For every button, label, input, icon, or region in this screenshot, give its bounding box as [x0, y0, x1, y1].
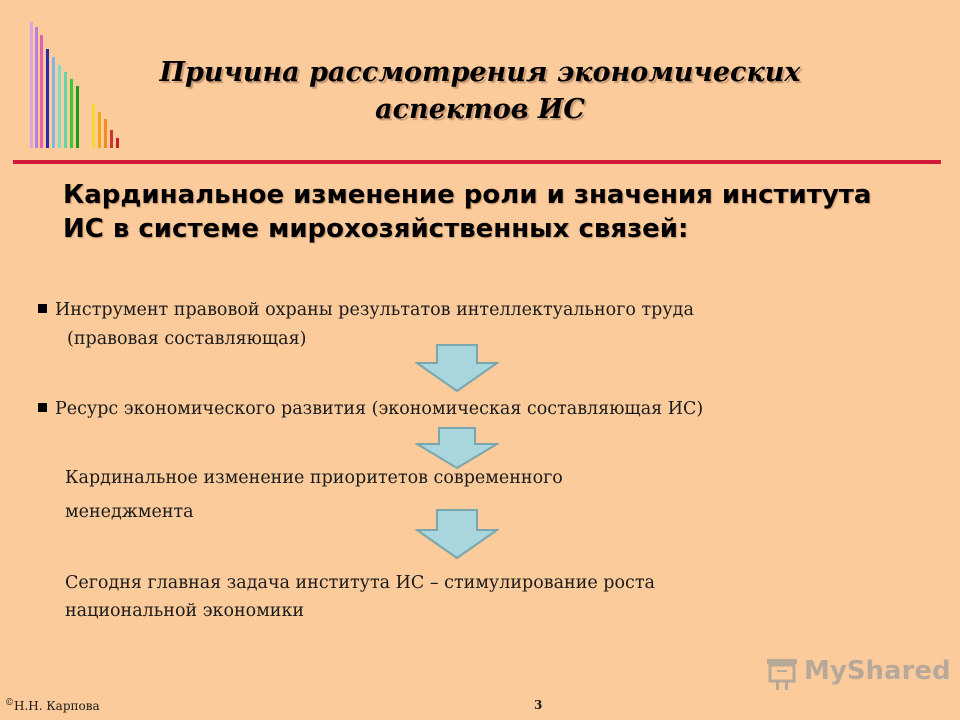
item3-line-2: менеджмента: [65, 502, 194, 522]
presentation-icon: [764, 656, 800, 692]
item3-line-1: Кардинальное изменение приоритетов современного: [65, 468, 563, 488]
item4-line-2: национальной экономики: [65, 601, 305, 621]
footer-author: [5, 698, 100, 713]
item1-text: Инструмент правовой охраны результатов интеллектуального труда: [55, 300, 694, 320]
title-line-2: аспектов ИС: [375, 94, 585, 125]
item4-line-1: Сегодня главная задача института ИС – стимулирование роста: [65, 573, 655, 593]
item2-text: Ресурс экономического развития (экономическая составляющая ИС): [55, 399, 704, 419]
down-arrow-icon: [415, 343, 499, 393]
down-arrow-icon: [415, 426, 499, 470]
page-number: 3: [534, 698, 543, 712]
item1-continuation: (правовая составляющая): [67, 329, 307, 349]
bullet-icon: [38, 403, 47, 412]
section-heading: Кардинальное изменение роли и значения института ИС в системе мирохозяйственных связей:: [63, 180, 872, 244]
watermark-brand: MyShared: [804, 656, 951, 686]
title-divider: [13, 160, 941, 164]
title-line-1: Причина рассмотрения экономических: [159, 57, 801, 88]
down-arrow-icon: [415, 508, 499, 560]
bullet-icon: [38, 304, 47, 313]
copyright-mark: ©: [5, 698, 14, 708]
watermark-logo: [764, 652, 951, 696]
list-item: [38, 396, 703, 422]
slide-title: [110, 54, 850, 128]
list-item: [38, 297, 694, 323]
author-name: Н.Н. Карпова: [14, 699, 100, 713]
